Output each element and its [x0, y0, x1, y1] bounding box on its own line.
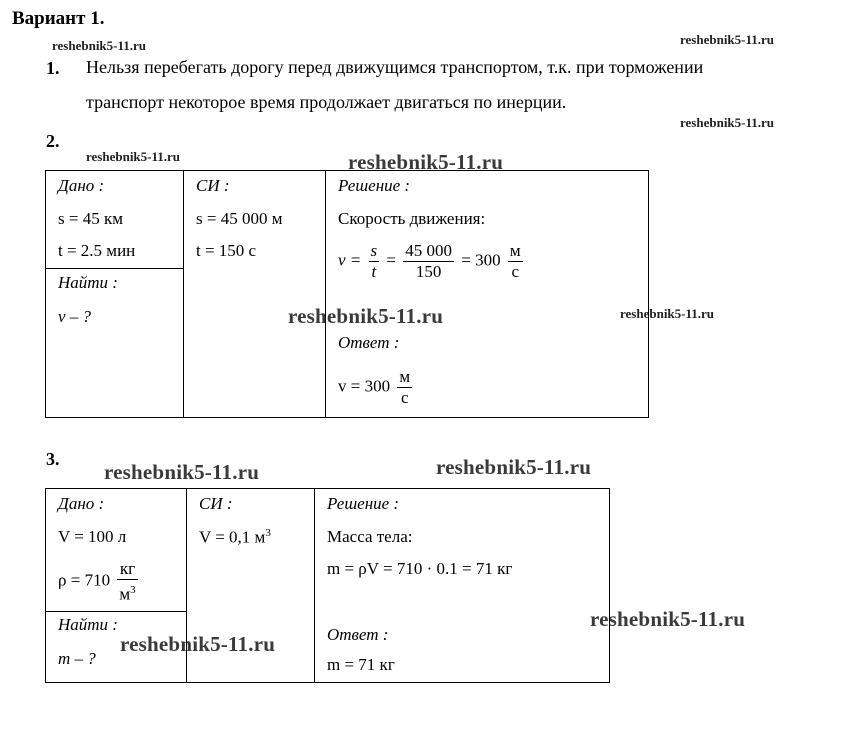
task3-given-rho [58, 559, 141, 605]
answer-unit-fraction: $\frac{м}{с}$ [399, 367, 411, 407]
task2-solution-label: Решение : [338, 176, 411, 195]
watermark: reshebnik5-11.ru [120, 632, 276, 656]
task2-number: 2. [46, 131, 60, 151]
task2-given-s: s = 45 км [58, 209, 123, 228]
rho-unit-fraction: $\frac{кг}{м^3}$ [119, 559, 136, 604]
watermark: reshebnik5-11.ru [348, 150, 504, 174]
task1-number: 1. [46, 58, 60, 78]
task2-given-t: t = 2.5 мин [58, 241, 136, 260]
watermark: reshebnik5-11.ru [436, 455, 592, 479]
task2-answer-label: Ответ : [338, 333, 400, 352]
rho-value: ρ = 710 [58, 570, 111, 590]
task3-find-label: Найти : [58, 615, 118, 634]
watermark: reshebnik5-11.ru [590, 607, 746, 631]
task3-find-m: m – ? [58, 649, 96, 668]
task2-table [45, 170, 649, 418]
watermark: reshebnik5-11.ru [620, 306, 715, 321]
task3-formula: m = ρV = 710 · 0.1 = 71 кг [327, 559, 513, 578]
watermark: reshebnik5-11.ru [288, 304, 444, 328]
watermark: reshebnik5-11.ru [52, 38, 147, 53]
task3-table [45, 488, 610, 683]
task2-solution-text: Скорость движения: [338, 209, 486, 228]
formula-lhs: v = [338, 250, 362, 270]
page-heading: Вариант 1. [12, 8, 105, 29]
task3-si-V: V = 0,1 $м^3$ [199, 527, 271, 547]
task3-given-label: Дано : [58, 494, 105, 513]
task1-text-line1: Нельзя перебегать дорогу перед движущимся транспортом, т.к. при торможении [86, 57, 704, 77]
task3-given-V: V = 100 л [58, 527, 127, 546]
task3-number: 3. [46, 449, 60, 469]
answer-value: v = 300 [338, 376, 391, 396]
task2-find-v: v – ? [58, 307, 92, 326]
unit-fraction: $\frac{м}{с}$ [509, 241, 521, 281]
fraction-s-over-t: $\frac{s}{t}$ [370, 241, 378, 281]
task3-answer: m = 71 кг [327, 655, 395, 674]
task2-formula [338, 241, 526, 282]
watermark: reshebnik5-11.ru [104, 460, 260, 484]
watermark: reshebnik5-11.ru [680, 115, 775, 130]
task2-given-label: Дано : [58, 176, 105, 195]
formula-result: = 300 [461, 250, 501, 270]
task2-si-s: s = 45 000 м [196, 209, 283, 228]
task3-solution-label: Решение : [327, 494, 400, 513]
formula-eq: = [386, 250, 396, 270]
watermark: reshebnik5-11.ru [86, 149, 181, 164]
fraction-values: $\frac{45 000}{150}$ [405, 241, 452, 281]
task2-si-t: t = 150 с [196, 241, 257, 260]
task2-si-label: СИ : [196, 176, 230, 195]
task3-solution-text: Масса тела: [327, 527, 413, 546]
task2-find-label: Найти : [58, 273, 118, 292]
watermark: reshebnik5-11.ru [680, 32, 775, 47]
task3-si-label: СИ : [199, 494, 233, 513]
task3-answer-label: Ответ : [327, 625, 389, 644]
task1-text-line2: транспорт некоторое время продолжает двигаться по инерции. [86, 92, 567, 112]
task2-answer [338, 367, 415, 408]
